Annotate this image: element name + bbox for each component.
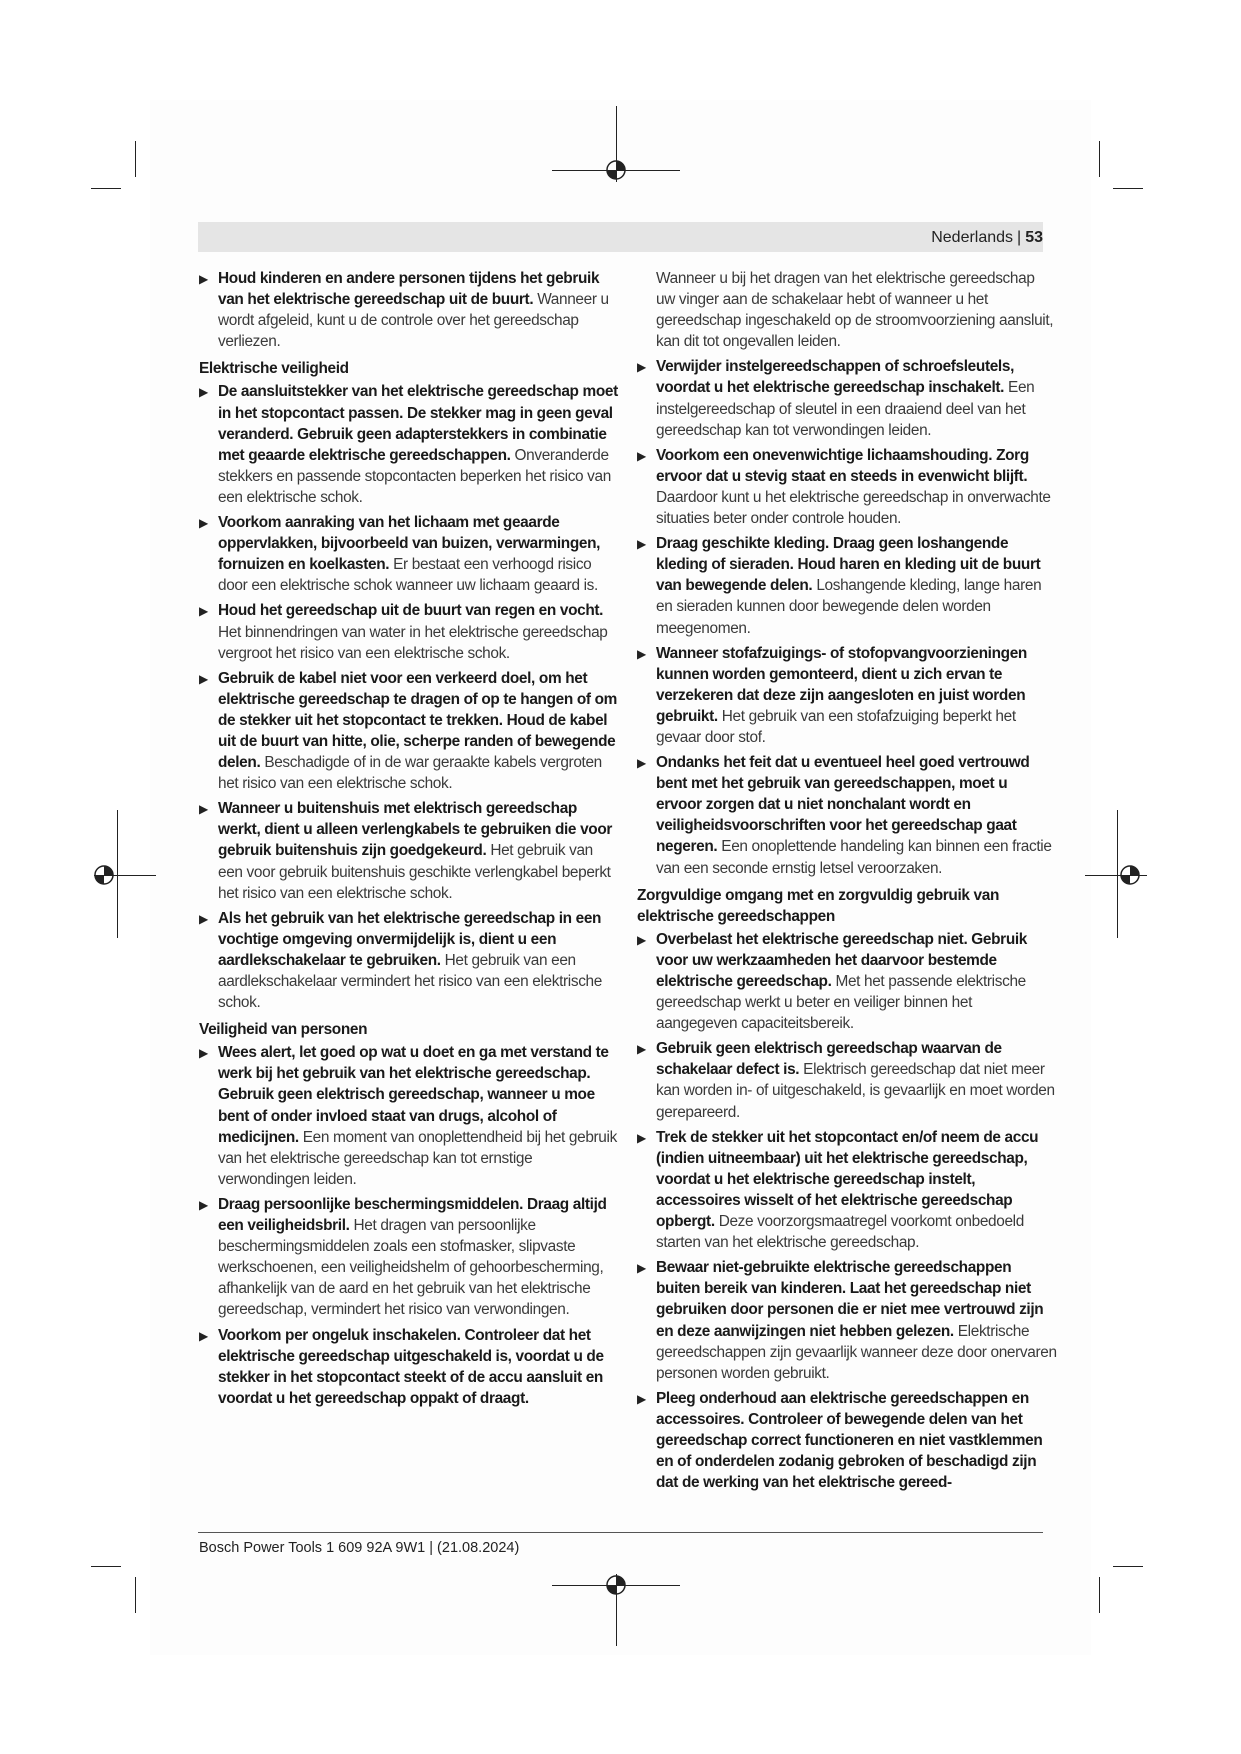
page-header (931, 229, 1043, 247)
safety-item (637, 929, 1057, 1034)
bullet-triangle-icon: ▶ (637, 1042, 646, 1057)
bullet-triangle-icon: ▶ (637, 646, 646, 661)
safety-item (199, 600, 619, 663)
safety-item (637, 356, 1057, 440)
item-bold-text: Als het gebruik van het elektrische gereedschap in een vochtige omgeving onvermijdelijk is, dient u een aardlekschakelaar te gebruiken. (218, 909, 602, 969)
item-bold-text: Houd het gereedschap uit de buurt van regen en vocht. (218, 602, 604, 620)
item-text: Een moment van onoplettendheid bij het gebruik van het elektrische gereedschap kan tot ernstige verwondingen leiden. (218, 1128, 617, 1188)
bullet-triangle-icon: ▶ (199, 671, 208, 686)
item-bold-text: Pleeg onderhoud aan elektrische gereedschappen en accessoires. Controleer of bewegende delen van het gereedschap correct functioneren en niet vastklemmen en of onderdelen zodanig gebroken of beschadigd zijn dat de werking van het elektrische gereed- (656, 1389, 1043, 1492)
item-text: Onveranderde stekkers en passende stopcontacten beperken het risico van een elektrische schok. (218, 446, 611, 506)
item-bold-text: Gebruik de kabel niet voor een verkeerd doel, om het elektrische gereedschap te dragen of op te hangen of om de stekker uit het stopcontact te trekken. Houd de kabel uit de buurt van hitte, olie, scherpe randen of bewegende delen. (218, 669, 617, 772)
bullet-triangle-icon: ▶ (637, 1391, 646, 1406)
bullet-triangle-icon: ▶ (199, 385, 208, 400)
safety-item (637, 1038, 1057, 1122)
crop-mark (135, 141, 136, 177)
item-bold-text: Draag persoonlijke beschermingsmiddelen. Draag altijd een veiligheidsbril. (218, 1195, 607, 1235)
item-text: Wanneer u wordt afgeleid, kunt u de controle over het gereedschap verliezen. (218, 291, 609, 351)
crop-mark (91, 188, 121, 189)
item-bold-text: Trek de stekker uit het stopcontact en/of neem de accu (indien uitneembaar) uit het elektrische gereedschap, voordat u het elektrische gereedschap instelt, accessoires wisselt of het elektrische gereedschap opbergt. (656, 1128, 1039, 1231)
bullet-triangle-icon: ▶ (637, 932, 646, 947)
safety-item (199, 798, 619, 903)
registration-mark-icon (604, 158, 628, 182)
item-bold-text: Voorkom een onevenwichtige lichaamshouding. Zorg ervoor dat u stevig staat en steeds in evenwicht blijft. (656, 446, 1029, 485)
item-bold-text: Bewaar niet-gebruikte elektrische gereedschappen buiten bereik van kinderen. Laat het gereedschap niet gebruiken door personen die er niet mee vertrouwd zijn en deze aanwijzingen niet hebben gelezen. (656, 1259, 1044, 1340)
item-text: Met het passende elektrische gereedschap werkt u beter en veiliger binnen het aangegeven capaciteitsbereik. (656, 973, 1026, 1033)
item-text: Het gebruik van een stofafzuiging beperkt het gevaar door stof. (656, 707, 1016, 746)
safety-item (199, 1325, 619, 1409)
safety-item (637, 752, 1057, 879)
crop-mark (135, 1577, 136, 1613)
bullet-triangle-icon: ▶ (199, 911, 208, 926)
item-bold-text: Draag geschikte kleding. Draag geen loshangende kleding of sieraden. Houd haren en kleding uit de buurt van bewegende delen. (656, 535, 1041, 595)
item-text: Loshangende kleding, lange haren en sieraden kunnen door bewegende delen worden meegenomen. (656, 577, 1042, 637)
safety-item (637, 1388, 1057, 1493)
registration-line (117, 810, 118, 938)
item-text: Het gebruik van een aardlekschakelaar vermindert het risico van een elektrische schok. (218, 951, 602, 1012)
item-bold-text: Gebruik geen elektrisch gereedschap waarvan de schakelaar defect is. (656, 1040, 1002, 1079)
section-heading: Zorgvuldige omgang met en zorgvuldig gebruik van elektrische gereedschappen (637, 886, 1000, 925)
safety-item (199, 381, 619, 508)
safety-item (637, 445, 1057, 529)
bullet-triangle-icon: ▶ (199, 1328, 208, 1343)
bullet-triangle-icon: ▶ (199, 516, 208, 531)
page-footer: Bosch Power Tools 1 609 92A 9W1 | (21.08.2024) (199, 1540, 520, 1556)
item-bold-text: Voorkom aanraking van het lichaam met geaarde oppervlakken, bijvoorbeeld van buizen, verwarmingen, fornuizen en koelkasten. (218, 514, 601, 574)
bullet-triangle-icon: ▶ (199, 1046, 208, 1061)
item-bold-text: Wanneer stofafzuigings- of stofopvangvoorzieningen kunnen worden gemonteerd, dient u zich ervan te verzekeren dat deze zijn aangesloten en juist worden gebruikt. (656, 644, 1027, 725)
safety-item (637, 643, 1057, 748)
item-text: Deze voorzorgsmaatregel voorkomt onbedoeld starten van het elektrische gereedschap. (656, 1213, 1024, 1252)
crop-mark (1113, 1566, 1143, 1567)
item-bold-text: De aansluitstekker van het elektrische gereedschap moet in het stopcontact passen. De stekker mag in geen geval veranderd. Gebruik geen adapterstekkers in combinatie met geaarde elektrische gereedschappen. (218, 383, 618, 464)
item-text: Daardoor kunt u het elektrische gereedschap in onverwachte situaties beter onder controle houden. (656, 488, 1051, 528)
item-text: Een instelgereedschap of sleutel in een draaiend deel van het gereedschap kan tot verwondingen leiden. (656, 379, 1035, 439)
header-bar (198, 222, 1043, 252)
safety-item (637, 533, 1057, 638)
item-bold-text: Houd kinderen en andere personen tijdens het gebruik van het elektrische gereedschap uit de buurt. (218, 270, 600, 309)
bullet-triangle-icon: ▶ (637, 756, 646, 771)
registration-mark-icon (604, 1573, 628, 1597)
crop-mark (91, 1566, 121, 1567)
bullet-triangle-icon: ▶ (637, 448, 646, 463)
bullet-triangle-icon: ▶ (637, 1261, 646, 1276)
crop-mark (1099, 1577, 1100, 1613)
item-text: Het gebruik van een voor gebruik buitenshuis geschikte verlengkabel beperkt het risico van een elektrische schok. (218, 842, 611, 902)
header-separator: | (1017, 229, 1022, 246)
item-bold-text: Ondanks het feit dat u eventueel heel goed vertrouwd bent met het gebruik van gereedschappen, moet u ervoor zorgen dat u niet nonchalant wordt en veiligheidsvoorschriften voor het gereedschap gaat negeren. (656, 754, 1030, 856)
item-text: Elektrische gereedschappen zijn gevaarlijk wanneer deze door onervaren personen worden gebruikt. (656, 1322, 1057, 1382)
item-text: Elektrisch gereedschap dat niet meer kan worden in- of uitgeschakeld, is gevaarlijk en moet worden gerepareerd. (656, 1061, 1055, 1121)
right-column (637, 268, 1057, 1497)
item-text: Het binnendringen van water in het elektrische gereedschap vergroot het risico van een elektrische schok. (218, 623, 608, 662)
safety-item (199, 1194, 619, 1321)
safety-item (199, 668, 619, 795)
bullet-triangle-icon: ▶ (199, 802, 208, 817)
safety-item (637, 1257, 1057, 1384)
item-text: Het dragen van persoonlijke beschermingsmiddelen zoals een stofmasker, slipvaste werkschoenen, een veiligheidshelm of gehoorbescherming, afhankelijk van de aard en het gebruik van het elektrische gereedschap, vermindert het risico van verwondingen. (218, 1217, 604, 1319)
safety-item (637, 1127, 1057, 1254)
bullet-triangle-icon: ▶ (199, 272, 208, 286)
item-text: Er bestaat een verhoogd risico door een elektrische schok wanneer uw lichaam geaard is. (218, 556, 598, 595)
section-heading: Elektrische veiligheid (199, 360, 349, 378)
safety-item (199, 268, 619, 352)
registration-mark-icon (1118, 863, 1142, 887)
crop-mark (1099, 141, 1100, 177)
item-bold-text: Verwijder instelgereedschappen of schroefsleutels, voordat u het elektrische gereedschap inschakelt. (656, 358, 1014, 397)
item-bold-text: Voorkom per ongeluk inschakelen. Controleer dat het elektrische gereedschap uitgeschakeld is, voordat u de stekker in het stopcontact steekt of de accu aansluit en voordat u het gereedschap oppakt of draagt. (218, 1326, 604, 1407)
bullet-triangle-icon: ▶ (637, 360, 646, 375)
continued-paragraph: Wanneer u bij het dragen van het elektrische gereedschap uw vinger aan de schakelaar hebt of wanneer u het gereedschap ingeschakeld op de stroomvoorziening aansluit, kan dit tot ongevallen leiden. (656, 270, 1054, 351)
bullet-triangle-icon: ▶ (637, 537, 646, 552)
page-number: 53 (1025, 229, 1043, 246)
header-language: Nederlands (931, 229, 1014, 246)
item-text: Beschadigde of in de war geraakte kabels vergroten het risico van een elektrische schok. (218, 754, 602, 793)
item-text: Een onoplettende handeling kan binnen een fractie van een seconde ernstig letsel veroorzaken. (656, 838, 1052, 877)
item-bold-text: Wees alert, let goed op wat u doet en ga met verstand te werk bij het gebruik van het elektrische gereedschap. Gebruik geen elektrisch gereedschap, wanneer u moe bent of onder invloed staat van drugs, alcohol of medicijnen. (218, 1044, 609, 1146)
registration-mark-icon (92, 863, 116, 887)
bullet-triangle-icon: ▶ (637, 1130, 646, 1145)
safety-item (199, 1042, 619, 1190)
safety-item (199, 512, 619, 596)
left-column (199, 268, 619, 1413)
crop-mark (1113, 188, 1143, 189)
footer-rule (198, 1532, 1043, 1533)
bullet-triangle-icon: ▶ (199, 1197, 208, 1212)
item-bold-text: Wanneer u buitenshuis met elektrisch gereedschap werkt, dient u alleen verlengkabels te gebruiken die voor gebruik buitenshuis zijn goedgekeurd. (218, 800, 613, 860)
section-heading: Veiligheid van personen (199, 1021, 368, 1039)
safety-item (199, 908, 619, 1013)
item-bold-text: Overbelast het elektrische gereedschap niet. Gebruik voor uw werkzaamheden het daarvoor bestemde elektrische gereedschap. (656, 930, 1028, 990)
bullet-triangle-icon: ▶ (199, 604, 208, 619)
